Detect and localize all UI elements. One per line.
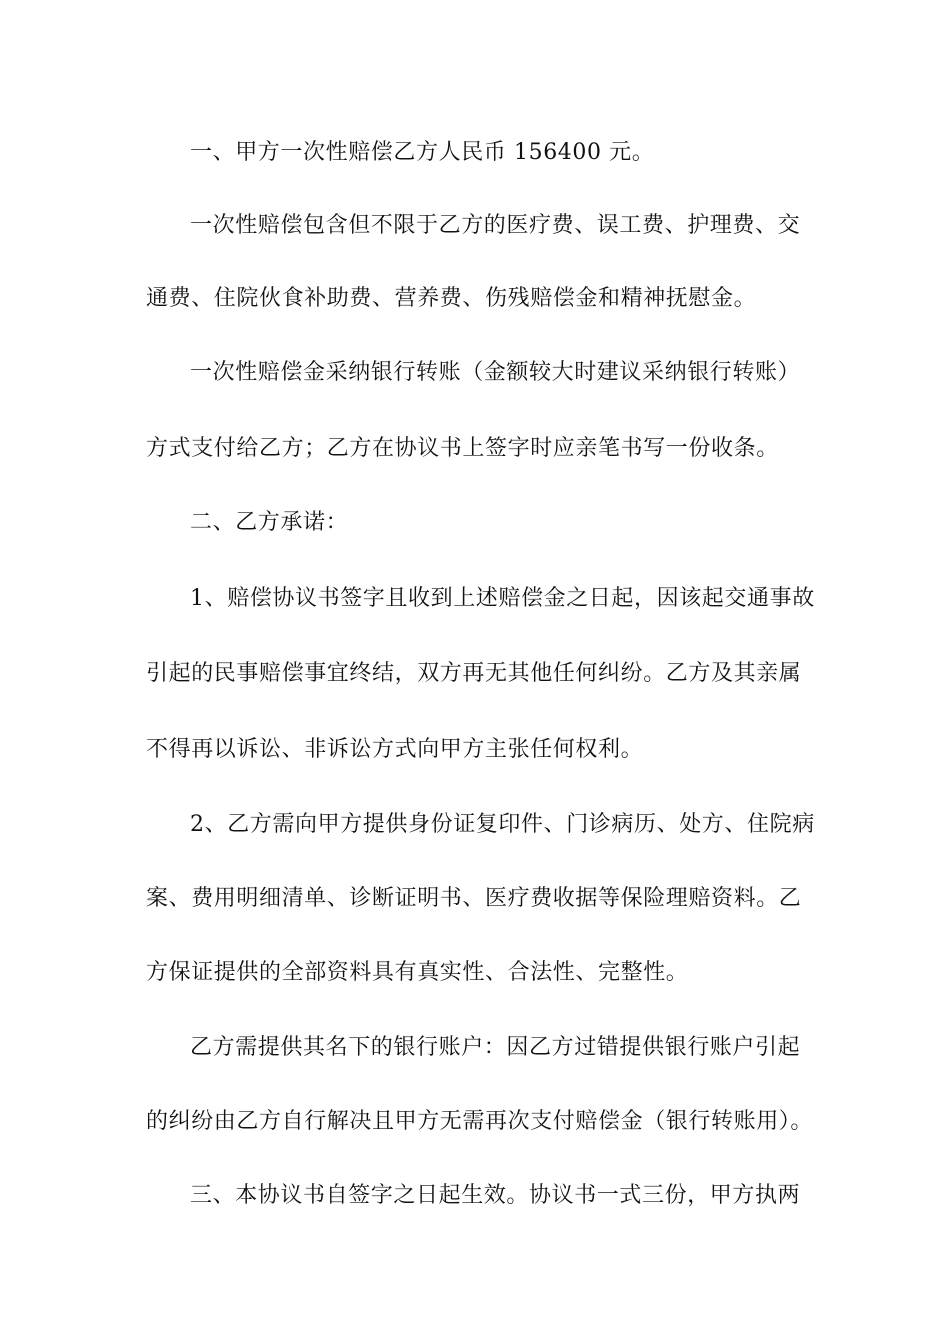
paragraph-line: 一次性赔偿包含但不限于乙方的医疗费、误工费、护理费、交 (190, 213, 801, 238)
clause-3-heading: 三、本协议书自签字之日起生效。协议书一式三份，甲方执两 (190, 1183, 801, 1208)
paragraph-line: 引起的民事赔偿事宜终结，双方再无其他任何纠纷。乙方及其亲属 (146, 661, 802, 686)
paragraph-line: 方保证提供的全部资料具有真实性、合法性、完整性。 (146, 960, 689, 985)
clause-1-heading: 一、甲方一次性赔偿乙方人民币 156400 元。 (190, 140, 655, 165)
paragraph-line: 的纠纷由乙方自行解决且甲方无需再次支付赔偿金（银行转账用）。 (146, 1109, 814, 1134)
paragraph-line: 通费、住院伙食补助费、营养费、伤残赔偿金和精神抚慰金。 (146, 286, 757, 311)
paragraph-line: 1、赔偿协议书签字且收到上述赔偿金之日起，因该起交通事故 (190, 586, 815, 611)
clause-2-heading: 二、乙方承诺： (190, 510, 349, 535)
paragraph-line: 不得再以诉讼、非诉讼方式向甲方主张任何权利。 (146, 737, 644, 762)
paragraph-line: 方式支付给乙方；乙方在协议书上签字时应亲笔书写一份收条。 (146, 436, 779, 461)
paragraph-line: 2、乙方需向甲方提供身份证复印件、门诊病历、处方、住院病 (190, 812, 815, 837)
paragraph-line: 一次性赔偿金采纳银行转账（金额较大时建议采纳银行转账） (190, 360, 801, 385)
paragraph-line: 乙方需提供其名下的银行账户：因乙方过错提供银行账户引起 (190, 1035, 801, 1060)
paragraph-line: 案、费用明细清单、诊断证明书、医疗费收据等保险理赔资料。乙 (146, 886, 802, 911)
